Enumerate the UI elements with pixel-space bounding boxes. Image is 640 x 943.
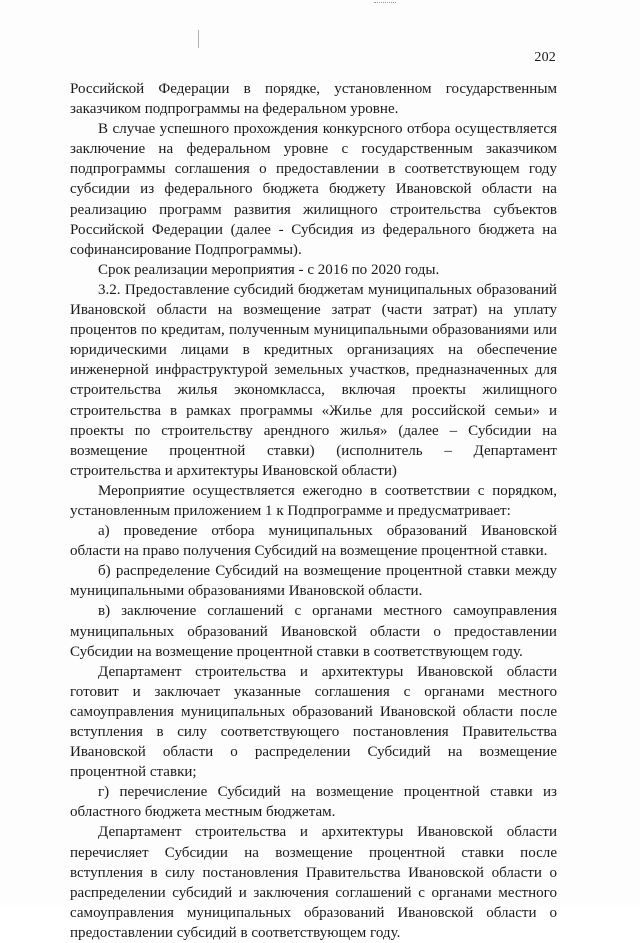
paragraph-2: В случае успешного прохождения конкурсного отбора осуществляется заключение на федеральном уровне с государственным заказчиком подпрограммы соглашения о предоставлении в соответствующем году субсидии из федерального бюджета бюджету Ивановской области на реализацию программ развития жилищного строительства субъектов Российской Федерации (далее - Субсидия из федерального бюджета на софинансирование Подпрограммы). — [70, 121, 557, 258]
paragraph-6: а) проведение отбора муниципальных образований Ивановской области на право получения Субсидий на возмещение процентной ставки. — [70, 523, 557, 560]
paragraph-3: Срок реализации мероприятия - с 2016 по 2020 годы. — [98, 261, 440, 278]
page-number: 202 — [534, 50, 556, 65]
paragraph-11: Департамент строительства и архитектуры Ивановской области перечисляет Субсидии на возмещение процентной ставки после вступления в силу постановления Правительства Ивановской области о распределении субсидий и заключения соглашений с органами местного самоуправления муниципальных образований Ивановской области о предоставлении субсидий в соответствующем году. — [70, 824, 557, 941]
paragraph-10: г) перечисление Субсидий на возмещение процентной ставки из областного бюджета местным бюджетам. — [70, 784, 557, 821]
paragraph-7: б) распределение Субсидий на возмещение процентной ставки между муниципальными образованиями Ивановской области. — [70, 563, 557, 600]
paragraph-9: Департамент строительства и архитектуры Ивановской области готовит и заключает указанные соглашения с органами местного самоуправления муниципальных образований Ивановской области после вступления в силу соответствующего постановления Правительства Ивановской области о распределении Субсидий на возмещение процентной ставки; — [70, 663, 557, 781]
paragraph-4: 3.2. Предоставление субсидий бюджетам муниципальных образований Ивановской области на возмещение затрат (части затрат) на уплату процентов по кредитам, полученным муниципальными образованиями или юридическими лицами в кредитных организациях на обеспечение инженерной инфраструктурой земельных участков, предназначенных для строительства жилья экономкласса, включая проекты жилищного строительства в рамках программы «Жилье для российской семьи» и проекты по строительству арендного жилья» (далее – Субсидии на возмещение процентной ставки) (исполнитель – Департамент строительства и архитектуры Ивановской области) — [70, 281, 557, 479]
paragraph-5: Мероприятие осуществляется ежегодно в соответствии с порядком, установленным приложением 1 к Подпрограмме и предусматривает: — [70, 482, 557, 519]
scan-artifact-top — [374, 2, 396, 5]
paragraph-8: в) заключение соглашений с органами местного самоуправления муниципальных образований Ивановской области о предоставлении Субсидии на возмещение процентной ставки в соответствующем году. — [70, 603, 557, 660]
paragraph-1: Российской Федерации в порядке, установленном государственным заказчиком подпрограммы на федеральном уровне. — [70, 81, 557, 118]
document-body — [70, 79, 557, 943]
scan-artifact-line — [198, 30, 199, 48]
